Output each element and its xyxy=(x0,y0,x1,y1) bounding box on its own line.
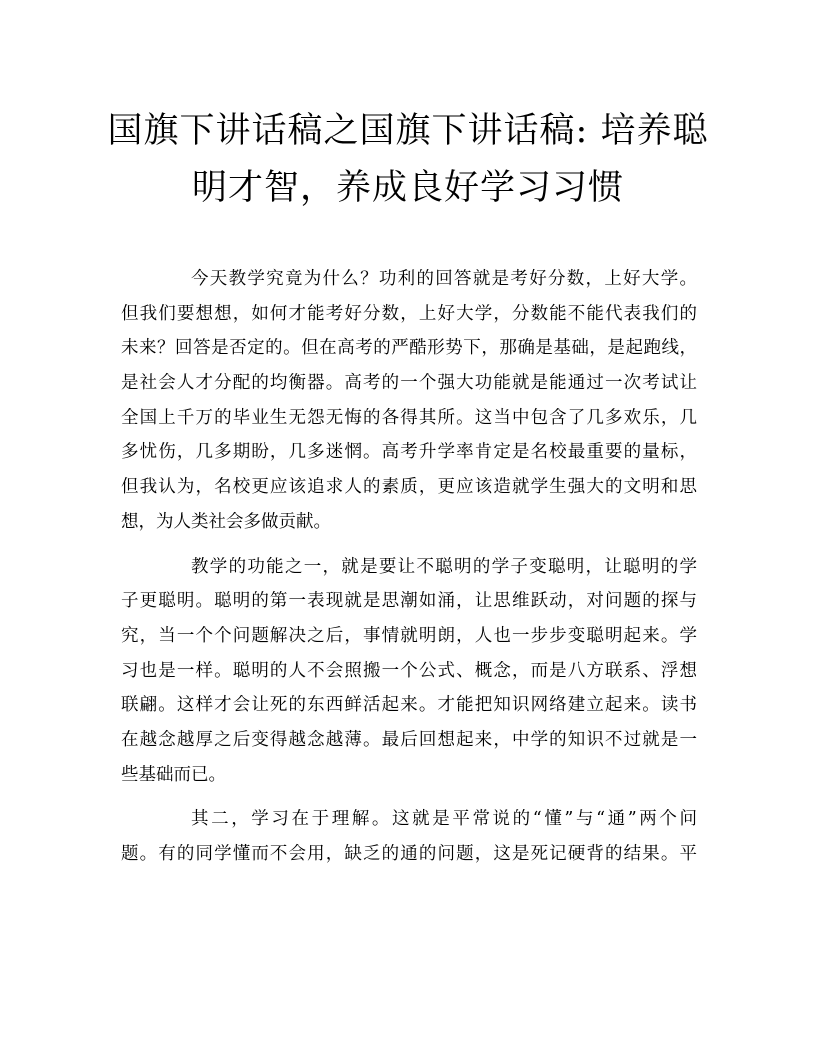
text-line: 今天教学究竟为什么？功利的回答就是考好分数，上好大学。 xyxy=(191,269,697,289)
text-line: 子更聪明。聪明的第一表现就是思潮如涌，让思维跃动，对问题的探与 xyxy=(121,591,697,612)
text-line: 其二，学习在于理解。这就是平常说的“懂”与“通”两个问 xyxy=(191,809,697,830)
text-line: 些基础而已。 xyxy=(121,764,226,785)
text-line: 教学的功能之一，就是要让不聪明的学子变聪明，让聪明的学 xyxy=(191,556,697,577)
text-line: 但我们要想想，如何才能考好分数，上好大学，分数能不能代表我们的 xyxy=(121,303,697,324)
text-line: 但我认为，名校更应该追求人的素质，更应该造就学生强大的文明和思 xyxy=(121,477,697,498)
text-line: 题。有的同学懂而不会用，缺乏的通的问题，这是死记硬背的结果。平 xyxy=(121,844,697,864)
text-line: 在越念越厚之后变得越念越薄。最后回想起来，中学的知识不过就是一 xyxy=(121,729,697,750)
text-line: 多忧伤，几多期盼，几多迷惘。高考升学率肯定是名校最重要的量标， xyxy=(121,442,697,463)
title-line-2: 明才智，养成良好学习习惯 xyxy=(191,168,624,208)
text-line: 全国上千万的毕业生无怨无悔的各得其所。这当中包含了几多欢乐，几 xyxy=(121,407,697,428)
document-body xyxy=(121,262,697,882)
document-title xyxy=(100,103,716,217)
paragraph-2 xyxy=(121,550,697,793)
text-line: 是社会人才分配的均衡器。高考的一个强大功能就是能通过一次考试让 xyxy=(121,373,697,394)
text-line: 究，当一个个问题解决之后，事情就明朗，人也一步步变聪明起来。学 xyxy=(121,625,697,646)
text-line: 联翩。这样才会让死的东西鲜活起来。才能把知识网络建立起来。读书 xyxy=(121,695,697,716)
text-line: 想，为人类社会多做贡献。 xyxy=(121,511,331,532)
text-line: 习也是一样。聪明的人不会照搬一个公式、概念，而是八方联系、浮想 xyxy=(121,660,697,681)
paragraph-3 xyxy=(121,802,697,871)
paragraph-1 xyxy=(121,262,697,540)
text-line: 未来？回答是否定的。但在高考的严酷形势下，那确是基础，是起跑线， xyxy=(121,338,697,359)
title-line-1: 国旗下讲话稿之国旗下讲话稿: 培养聪 xyxy=(107,111,709,151)
